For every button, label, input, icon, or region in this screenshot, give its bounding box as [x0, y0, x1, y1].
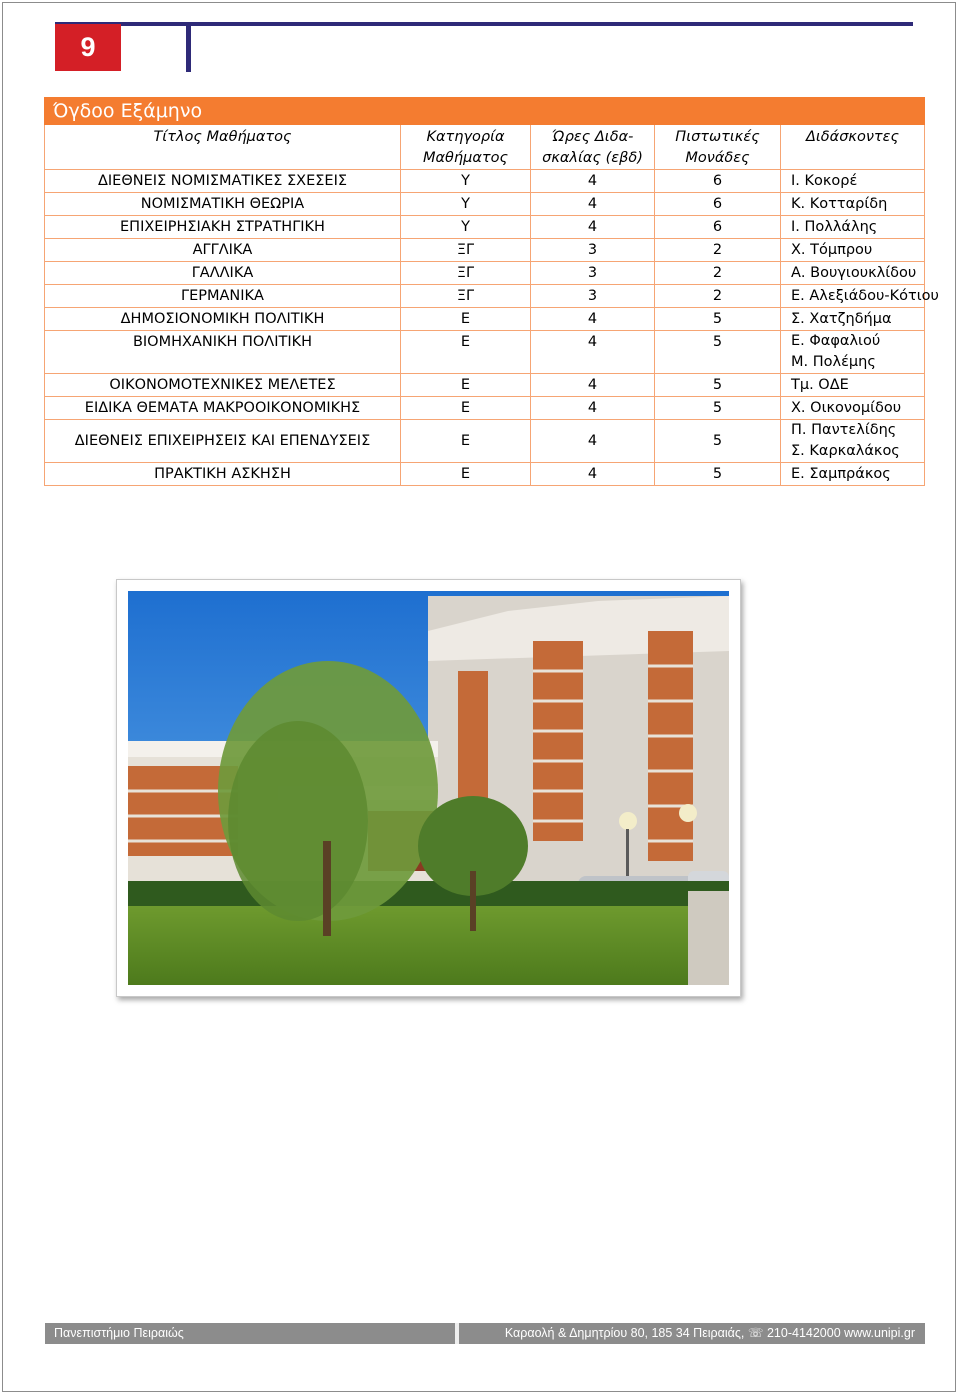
course-title: ΔΙΕΘΝΕΙΣ ΕΠΙΧΕΙΡΗΣΕΙΣ ΚΑΙ ΕΠΕΝΔΥΣΕΙΣ [45, 420, 401, 463]
column-header-instructors-text: Διδάσκοντες [805, 129, 900, 145]
course-credits: 5 [655, 308, 781, 331]
course-hours: 4 [531, 374, 655, 397]
course-hours: 4 [531, 420, 655, 463]
course-instructor: Ι. Πολλάλης [781, 216, 925, 239]
campus-building-image [128, 591, 729, 985]
table-row [45, 170, 925, 193]
course-title: ΕΠΙΧΕΙΡΗΣΙΑΚΗ ΣΤΡΑΤΗΓΙΚΗ [45, 216, 401, 239]
course-category: Υ [401, 216, 531, 239]
column-header-instructors [781, 125, 925, 170]
course-title: ΔΗΜΟΣΙΟΝΟΜΙΚΗ ΠΟΛΙΤΙΚΗ [45, 308, 401, 331]
course-credits: 2 [655, 285, 781, 308]
course-category: Ε [401, 397, 531, 420]
column-header-title [45, 125, 401, 170]
column-header-category-line2: Μαθήματος [422, 150, 509, 166]
course-credits: 5 [655, 397, 781, 420]
course-hours: 3 [531, 262, 655, 285]
table-row [45, 374, 925, 397]
table-row [45, 216, 925, 239]
course-title: ΓΑΛΛΙΚΑ [45, 262, 401, 285]
course-credits: 6 [655, 216, 781, 239]
course-credits: 5 [655, 374, 781, 397]
course-credits: 5 [655, 331, 781, 374]
column-header-hours [531, 125, 655, 170]
course-credits: 5 [655, 420, 781, 463]
table-row [45, 331, 925, 374]
course-title: ΟΙΚΟΝΟΜΟΤΕΧΝΙΚΕΣ ΜΕΛΕΤΕΣ [45, 374, 401, 397]
course-instructor: Κ. Κοτταρίδη [781, 193, 925, 216]
course-instructor: Ε. Σαμπράκος [781, 463, 925, 486]
column-header-credits-line1: Πιστωτικές [675, 129, 760, 145]
course-category: Υ [401, 193, 531, 216]
course-title: ΒΙΟΜΗΧΑΝΙΚΗ ΠΟΛΙΤΙΚΗ [45, 331, 401, 374]
course-title: ΑΓΓΛΙΚΑ [45, 239, 401, 262]
course-instructor: Χ. Τόμπρου [781, 239, 925, 262]
course-category: ΞΓ [401, 262, 531, 285]
course-credits: 6 [655, 170, 781, 193]
course-hours: 4 [531, 397, 655, 420]
course-category: Υ [401, 170, 531, 193]
campus-photo [116, 579, 741, 997]
header-divider [186, 24, 191, 72]
course-category: Ε [401, 331, 531, 374]
courses-table [44, 97, 939, 486]
semester-row [45, 98, 925, 125]
table-row [45, 463, 925, 486]
course-instructor-second: Μ. Πολέμης [791, 354, 876, 370]
column-header-category [401, 125, 531, 170]
course-instructors [781, 420, 925, 463]
column-header-category-line1: Κατηγορία [426, 129, 505, 145]
course-instructor: Ε. Αλεξιάδου-Κότιου [781, 285, 925, 308]
footer-divider [455, 1323, 459, 1344]
course-credits: 2 [655, 262, 781, 285]
course-instructor: Χ. Οικονομίδου [781, 397, 925, 420]
table-row [45, 397, 925, 420]
table-row [45, 308, 925, 331]
footer-university: Πανεπιστήμιο Πειραιώς [54, 1326, 184, 1340]
course-instructors [781, 331, 925, 374]
course-hours: 4 [531, 170, 655, 193]
table-row [45, 193, 925, 216]
footer-contact: Καραολή & Δημητρίου 80, 185 34 Πειραιάς, ☏ 210-4142000 www.unipi.gr [504, 1326, 915, 1340]
course-instructor: Ε. Φαφαλιού [791, 333, 881, 349]
table-header-row [45, 125, 925, 170]
column-header-hours-line1: Ώρες Διδα- [551, 129, 634, 145]
course-category: ΞΓ [401, 285, 531, 308]
column-header-credits [655, 125, 781, 170]
course-credits: 6 [655, 193, 781, 216]
course-credits: 5 [655, 463, 781, 486]
course-hours: 4 [531, 216, 655, 239]
header-rule [55, 22, 913, 26]
course-title: ΓΕΡΜΑΝΙΚΑ [45, 285, 401, 308]
course-category: Ε [401, 420, 531, 463]
course-category: ΞΓ [401, 239, 531, 262]
course-category: Ε [401, 308, 531, 331]
course-hours: 4 [531, 193, 655, 216]
course-hours: 4 [531, 463, 655, 486]
course-instructor: Τμ. ΟΔΕ [781, 374, 925, 397]
course-instructor: Α. Βουγιουκλίδου [781, 262, 925, 285]
column-header-credits-line2: Μονάδες [685, 150, 750, 166]
course-credits: 2 [655, 239, 781, 262]
course-instructor: Π. Παντελίδης [791, 422, 897, 438]
course-instructor-second: Σ. Καρκαλάκος [791, 443, 900, 459]
column-header-hours-line2: σκαλίας (εβδ) [542, 150, 643, 166]
course-title: ΠΡΑΚΤΙΚΗ ΑΣΚΗΣΗ [45, 463, 401, 486]
table-row [45, 420, 925, 463]
course-title: ΔΙΕΘΝΕΙΣ ΝΟΜΙΣΜΑΤΙΚΕΣ ΣΧΕΣΕΙΣ [45, 170, 401, 193]
semester-title: Όγδοο Εξάμηνο [45, 98, 925, 125]
course-instructor: Σ. Χατζηδήμα [781, 308, 925, 331]
course-title: ΝΟΜΙΣΜΑΤΙΚΗ ΘΕΩΡΙΑ [45, 193, 401, 216]
page-number-badge: 9 [55, 24, 121, 71]
column-header-title-text: Τίτλος Μαθήματος [153, 129, 292, 145]
page-footer [45, 1323, 925, 1344]
course-hours: 4 [531, 308, 655, 331]
table-row [45, 285, 925, 308]
course-instructor: Ι. Κοκορέ [781, 170, 925, 193]
course-title: ΕΙΔΙΚΑ ΘΕΜΑΤΑ ΜΑΚΡΟΟΙΚΟΝΟΜΙΚΗΣ [45, 397, 401, 420]
table-row [45, 262, 925, 285]
course-hours: 3 [531, 239, 655, 262]
course-category: Ε [401, 463, 531, 486]
course-category: Ε [401, 374, 531, 397]
course-hours: 3 [531, 285, 655, 308]
course-hours: 4 [531, 331, 655, 374]
table-row [45, 239, 925, 262]
